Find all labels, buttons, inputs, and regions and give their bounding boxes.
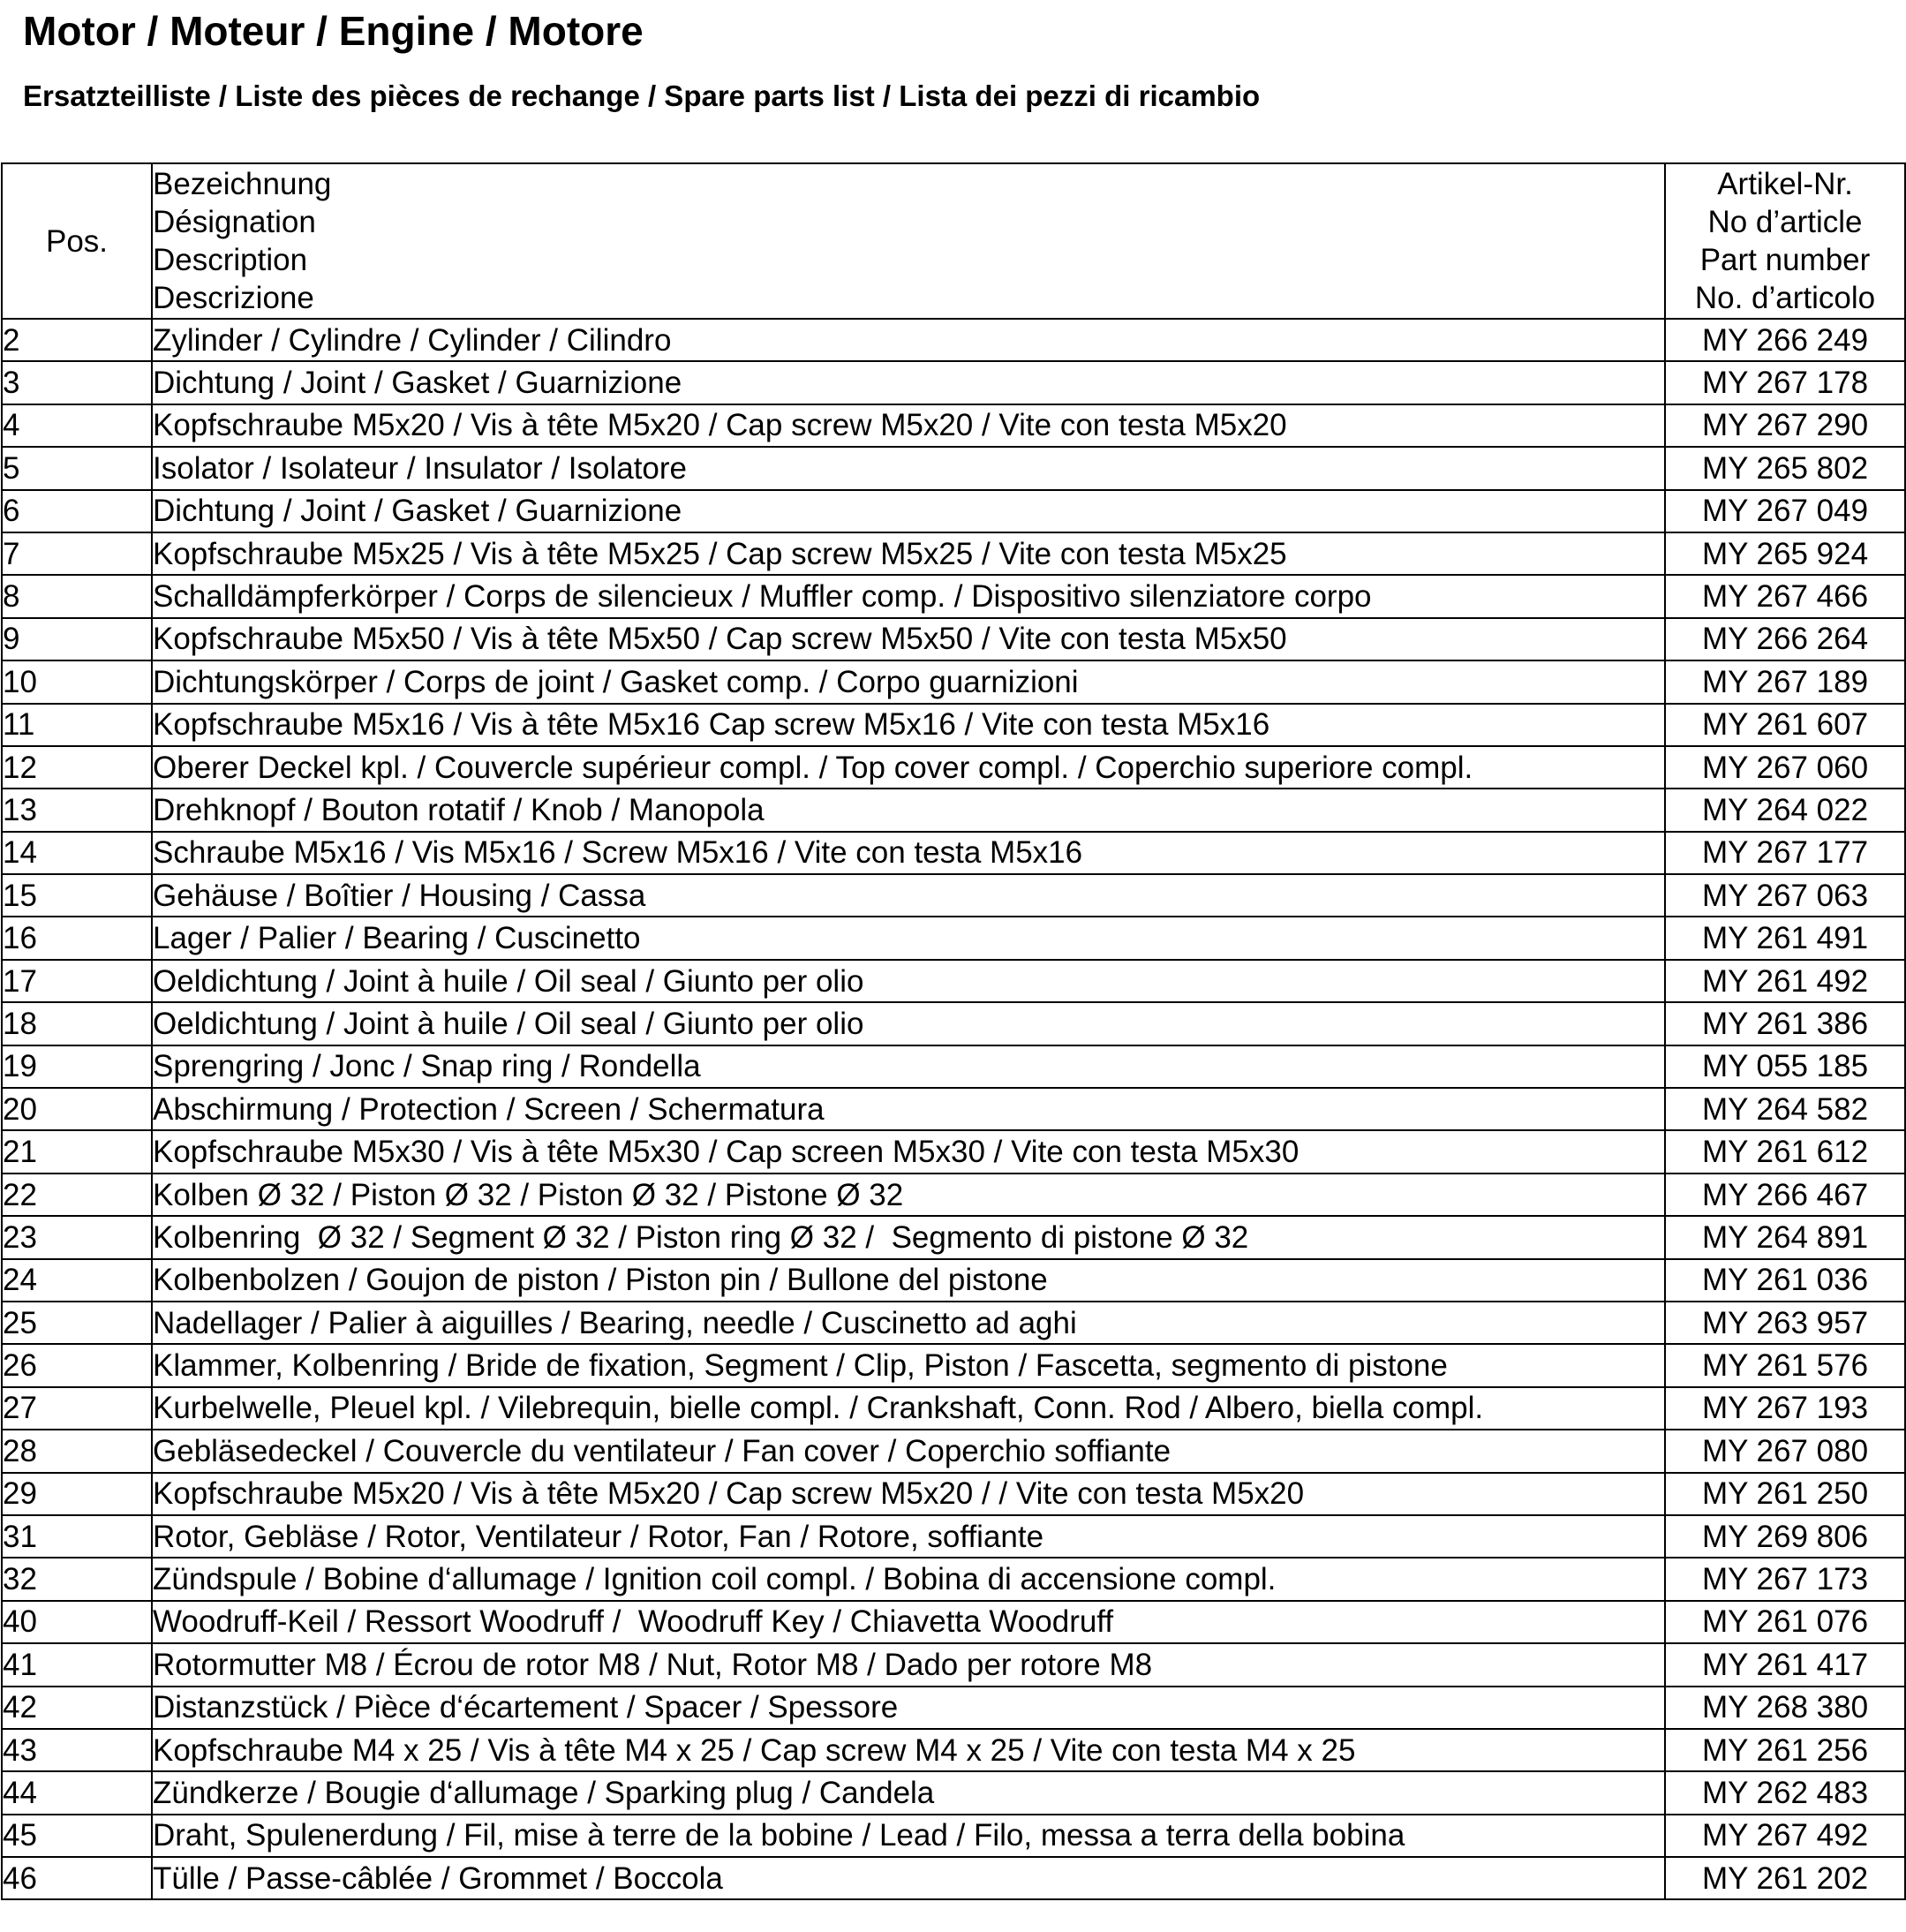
row-pos: 27 [2,1387,152,1430]
page-subtitle: Ersatzteilliste / Liste des pièces de rechange / Spare parts list / Lista dei pezzi di ricambio [23,79,1261,112]
table-body [2,319,1905,1899]
row-description: Kopfschraube M5x20 / Vis à tête M5x20 / Cap screw M5x20 / Vite con testa M5x20 [152,404,1665,447]
header-part-number-it: No. d’articolo [1694,281,1876,315]
row-pos: 7 [2,532,152,575]
row-pos: 23 [2,1216,152,1258]
table-row [2,1430,1905,1472]
row-pos: 21 [2,1130,152,1173]
table-row [2,1302,1905,1344]
header-part-number-fr: No d’article [1707,205,1863,239]
row-description: Kopfschraube M5x50 / Vis à tête M5x50 / Cap screw M5x50 / Vite con testa M5x50 [152,618,1665,660]
page-title: Motor / Moteur / Engine / Motore [23,8,644,54]
row-part-number: MY 261 256 [1665,1729,1905,1771]
row-description: Schalldämpferkörper / Corps de silencieux / Muffler comp. / Dispositivo silenziatore corpo [152,575,1665,617]
row-pos: 20 [2,1088,152,1130]
row-pos: 12 [2,746,152,789]
row-description: Klammer, Kolbenring / Bride de fixation, Segment / Clip, Piston / Fascetta, segmento di pistone [152,1344,1665,1386]
row-description: Woodruff-Keil / Ressort Woodruff / Woodruff Key / Chiavetta Woodruff [152,1601,1665,1643]
header-part-number [1665,163,1905,319]
row-part-number: MY 264 582 [1665,1088,1905,1130]
table-row [2,1259,1905,1302]
table-row [2,746,1905,789]
row-pos: 26 [2,1344,152,1386]
table-row [2,447,1905,489]
table-row [2,1387,1905,1430]
table-row [2,789,1905,831]
table-row [2,1515,1905,1558]
table-row [2,1002,1905,1045]
row-description: Rotor, Gebläse / Rotor, Ventilateur / Rotor, Fan / Rotore, soffiante [152,1515,1665,1558]
row-description: Rotormutter M8 / Écrou de rotor M8 / Nut, Rotor M8 / Dado per rotore M8 [152,1643,1665,1686]
row-part-number: MY 055 185 [1665,1045,1905,1088]
row-part-number: MY 267 049 [1665,490,1905,532]
row-part-number: MY 261 417 [1665,1643,1905,1686]
row-description: Oberer Deckel kpl. / Couvercle supérieur compl. / Top cover compl. / Coperchio superiore compl. [152,746,1665,789]
row-pos: 18 [2,1002,152,1045]
row-part-number: MY 267 080 [1665,1430,1905,1472]
row-part-number: MY 267 492 [1665,1815,1905,1857]
row-part-number: MY 267 178 [1665,361,1905,404]
row-part-number: MY 261 036 [1665,1259,1905,1302]
header-part-number-de: Artikel-Nr. [1717,167,1853,201]
table-row [2,1729,1905,1771]
row-pos: 25 [2,1302,152,1344]
row-part-number: MY 262 483 [1665,1771,1905,1814]
row-part-number: MY 261 607 [1665,704,1905,746]
table-header-row [2,163,1905,319]
row-description: Drehknopf / Bouton rotatif / Knob / Manopola [152,789,1665,831]
row-description: Zündkerze / Bougie d‘allumage / Sparking plug / Candela [152,1771,1665,1814]
table-row [2,1344,1905,1386]
row-description: Tülle / Passe-câblée / Grommet / Boccola [152,1857,1665,1899]
row-part-number: MY 261 576 [1665,1344,1905,1386]
header-description-it: Descrizione [153,281,314,315]
row-description: Kolbenring Ø 32 / Segment Ø 32 / Piston ring Ø 32 / Segmento di pistone Ø 32 [152,1216,1665,1258]
row-part-number: MY 265 802 [1665,447,1905,489]
table-row [2,704,1905,746]
row-description: Kopfschraube M5x16 / Vis à tête M5x16 Cap screw M5x16 / Vite con testa M5x16 [152,704,1665,746]
row-description: Nadellager / Palier à aiguilles / Bearing, needle / Cuscinetto ad aghi [152,1302,1665,1344]
row-description: Abschirmung / Protection / Screen / Schermatura [152,1088,1665,1130]
row-part-number: MY 267 193 [1665,1387,1905,1430]
row-pos: 29 [2,1473,152,1515]
table-row [2,1771,1905,1814]
row-part-number: MY 265 924 [1665,532,1905,575]
row-description: Dichtung / Joint / Gasket / Guarnizione [152,361,1665,404]
row-part-number: MY 264 891 [1665,1216,1905,1258]
row-description: Zündspule / Bobine d‘allumage / Ignition coil compl. / Bobina di accensione compl. [152,1558,1665,1600]
table-row [2,660,1905,703]
header-pos: Pos. [2,163,152,319]
row-pos: 32 [2,1558,152,1600]
row-part-number: MY 261 202 [1665,1857,1905,1899]
row-part-number: MY 267 173 [1665,1558,1905,1600]
row-description: Draht, Spulenerdung / Fil, mise à terre de la bobine / Lead / Filo, messa a terra della bobina [152,1815,1665,1857]
row-pos: 13 [2,789,152,831]
row-part-number: MY 261 492 [1665,960,1905,1002]
row-description: Sprengring / Jonc / Snap ring / Rondella [152,1045,1665,1088]
table-row [2,1558,1905,1600]
table-row [2,1174,1905,1216]
table-row [2,960,1905,1002]
table-row [2,1216,1905,1258]
table-row [2,361,1905,404]
row-part-number: MY 266 249 [1665,319,1905,361]
row-part-number: MY 267 189 [1665,660,1905,703]
row-pos: 9 [2,618,152,660]
row-part-number: MY 267 290 [1665,404,1905,447]
row-description: Schraube M5x16 / Vis M5x16 / Screw M5x16 / Vite con testa M5x16 [152,832,1665,874]
row-description: Zylinder / Cylindre / Cylinder / Cilindro [152,319,1665,361]
row-part-number: MY 269 806 [1665,1515,1905,1558]
row-part-number: MY 261 386 [1665,1002,1905,1045]
table-row [2,319,1905,361]
table-row [2,1687,1905,1729]
row-description: Kolbenbolzen / Goujon de piston / Piston pin / Bullone del pistone [152,1259,1665,1302]
table-row [2,532,1905,575]
row-description: Oeldichtung / Joint à huile / Oil seal / Giunto per olio [152,1002,1665,1045]
row-pos: 28 [2,1430,152,1472]
row-pos: 45 [2,1815,152,1857]
row-pos: 40 [2,1601,152,1643]
table-row [2,1643,1905,1686]
row-description: Kopfschraube M4 x 25 / Vis à tête M4 x 25 / Cap screw M4 x 25 / Vite con testa M4 x 25 [152,1729,1665,1771]
row-description: Lager / Palier / Bearing / Cuscinetto [152,917,1665,959]
table-row [2,1130,1905,1173]
row-description: Kopfschraube M5x20 / Vis à tête M5x20 / Cap screw M5x20 / / Vite con testa M5x20 [152,1473,1665,1515]
row-pos: 19 [2,1045,152,1088]
table-row [2,917,1905,959]
table-row [2,404,1905,447]
table-row [2,1857,1905,1899]
row-pos: 15 [2,874,152,917]
header-part-number-en: Part number [1699,243,1871,277]
row-pos: 17 [2,960,152,1002]
row-pos: 46 [2,1857,152,1899]
row-description: Gebläsedeckel / Couvercle du ventilateur / Fan cover / Coperchio soffiante [152,1430,1665,1472]
row-description: Isolator / Isolateur / Insulator / Isolatore [152,447,1665,489]
row-part-number: MY 261 076 [1665,1601,1905,1643]
row-pos: 16 [2,917,152,959]
table-row [2,1045,1905,1088]
table-row [2,874,1905,917]
row-pos: 6 [2,490,152,532]
row-description: Gehäuse / Boîtier / Housing / Cassa [152,874,1665,917]
row-description: Dichtung / Joint / Gasket / Guarnizione [152,490,1665,532]
table-row [2,1473,1905,1515]
row-pos: 14 [2,832,152,874]
table-row [2,1815,1905,1857]
row-pos: 41 [2,1643,152,1686]
row-part-number: MY 261 491 [1665,917,1905,959]
row-description: Dichtungskörper / Corps de joint / Gasket comp. / Corpo guarnizioni [152,660,1665,703]
row-pos: 10 [2,660,152,703]
row-pos: 8 [2,575,152,617]
row-description: Kurbelwelle, Pleuel kpl. / Vilebrequin, bielle compl. / Crankshaft, Conn. Rod / Albero, biella compl. [152,1387,1665,1430]
row-pos: 5 [2,447,152,489]
header-description [152,163,1665,319]
row-description: Distanzstück / Pièce d‘écartement / Spacer / Spessore [152,1687,1665,1729]
row-pos: 11 [2,704,152,746]
row-part-number: MY 266 264 [1665,618,1905,660]
row-part-number: MY 263 957 [1665,1302,1905,1344]
row-pos: 31 [2,1515,152,1558]
row-pos: 3 [2,361,152,404]
row-part-number: MY 261 612 [1665,1130,1905,1173]
header-description-fr: Désignation [153,205,316,239]
row-part-number: MY 267 063 [1665,874,1905,917]
spare-parts-table [1,162,1906,1900]
row-description: Oeldichtung / Joint à huile / Oil seal / Giunto per olio [152,960,1665,1002]
row-description: Kopfschraube M5x25 / Vis à tête M5x25 / Cap screw M5x25 / Vite con testa M5x25 [152,532,1665,575]
table-row [2,1088,1905,1130]
table-row [2,618,1905,660]
row-part-number: MY 267 466 [1665,575,1905,617]
row-part-number: MY 266 467 [1665,1174,1905,1216]
row-part-number: MY 264 022 [1665,789,1905,831]
table-row [2,832,1905,874]
row-pos: 24 [2,1259,152,1302]
row-pos: 22 [2,1174,152,1216]
table-row [2,1601,1905,1643]
row-description: Kolben Ø 32 / Piston Ø 32 / Piston Ø 32 / Pistone Ø 32 [152,1174,1665,1216]
row-part-number: MY 268 380 [1665,1687,1905,1729]
row-pos: 2 [2,319,152,361]
row-part-number: MY 261 250 [1665,1473,1905,1515]
row-pos: 43 [2,1729,152,1771]
row-part-number: MY 267 177 [1665,832,1905,874]
row-pos: 42 [2,1687,152,1729]
row-pos: 4 [2,404,152,447]
table-row [2,490,1905,532]
row-description: Kopfschraube M5x30 / Vis à tête M5x30 / Cap screen M5x30 / Vite con testa M5x30 [152,1130,1665,1173]
row-part-number: MY 267 060 [1665,746,1905,789]
table-row [2,575,1905,617]
header-description-en: Description [153,243,308,277]
row-pos: 44 [2,1771,152,1814]
header-description-de: Bezeichnung [153,167,332,201]
